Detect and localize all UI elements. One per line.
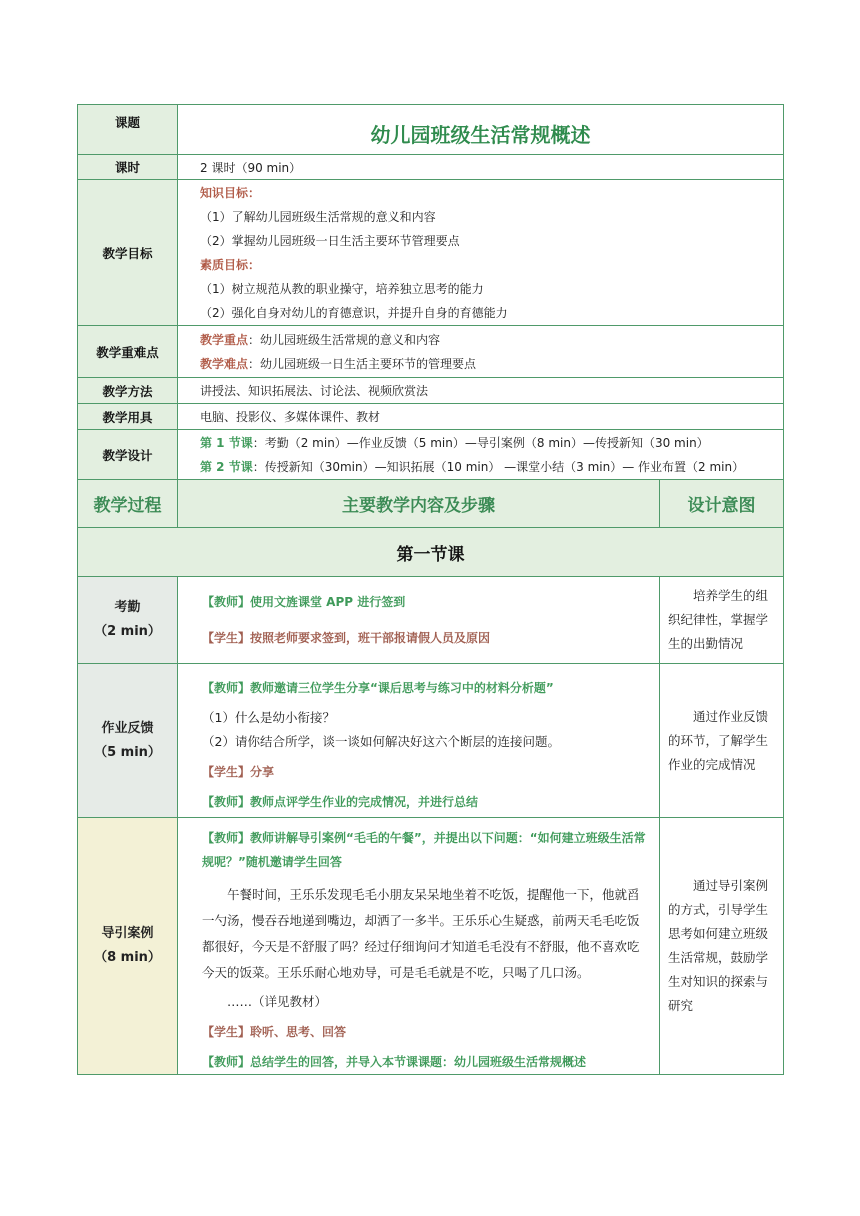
homework-teacher1: 【教师】教师邀请三位学生分享“课后思考与练习中的材料分析题” [202,681,554,695]
case-label [78,818,178,1075]
process-col-header: 教学过程 [78,480,178,528]
case-row [78,818,784,1075]
key-point-label: 教学重点 [200,332,249,347]
attendance-row [78,577,784,664]
knowledge-heading: 知识目标： [200,185,261,200]
knowledge-item: （1）了解幼儿园班级生活常规的意义和内容 [200,209,436,224]
attendance-label [78,577,178,664]
lesson1-label: 第 1 节课 [200,435,253,450]
lesson2-text: ：传授新知（30min）—知识拓展（10 min） —课堂小结（3 min）— 作业布置（2 min） [252,459,745,474]
case-label-line1: 导引案例 [101,926,154,941]
case-see-book: ……（详见教材） [227,994,328,1009]
lesson-plan-table [77,104,784,1075]
case-label-line2: （8 min） [94,950,161,965]
homework-label-line1: 作业反馈 [101,720,154,736]
method-row [78,378,784,404]
topic-row [78,105,784,155]
homework-q2: （2）请你结合所学，谈一谈如何解决好这六个断层的连接问题。 [202,734,560,749]
goals-row [78,180,784,326]
method-label: 教学方法 [78,378,178,404]
tools-value: 电脑、投影仪、多媒体课件、教材 [178,404,784,430]
homework-intent: 通过作业反馈的环节，了解学生作业的完成情况 [660,664,784,818]
case-student: 【学生】聆听、思考、回答 [202,1025,347,1039]
case-content [178,818,660,1075]
key-point-text: ：幼儿园班级生活常规的意义和内容 [248,332,441,347]
design-label: 教学设计 [78,430,178,480]
key-content [178,326,784,378]
section-title: 第一节课 [78,528,784,577]
homework-q1: （1）什么是幼小衔接？ [202,710,335,725]
lesson-plan-page [77,104,783,1075]
homework-content [178,664,660,818]
tools-label: 教学用具 [78,404,178,430]
hours-row [78,155,784,180]
homework-label [78,664,178,818]
intent-col-header: 设计意图 [660,480,784,528]
process-header-row [78,480,784,528]
lesson2-label: 第 2 节课 [200,459,253,474]
knowledge-item: （2）掌握幼儿园班级一日生活主要环节管理要点 [200,233,460,248]
attendance-label-line2: （2 min） [94,624,161,639]
difficulty-text: ：幼儿园班级一日生活主要环节的管理要点 [248,356,477,371]
page-title: 幼儿园班级生活常规概述 [178,105,784,155]
case-teacher1: 【教师】教师讲解导引案例“毛毛的午餐”，并提出以下问题：“如何建立班级生活常规呢？”随机邀请学生回答 [202,831,646,869]
case-teacher2: 【教师】总结学生的回答，并导入本节课课题：幼儿园班级生活常规概述 [202,1055,587,1069]
attendance-teacher: 【教师】使用文旌课堂 APP 进行签到 [202,595,406,609]
homework-row [78,664,784,818]
goals-content [178,180,784,326]
lesson1-text: ：考勤（2 min）—作业反馈（5 min）—导引案例（8 min）—传授新知（30 min） [252,435,709,450]
difficulty-label: 教学难点 [200,356,249,371]
attendance-intent: 培养学生的组织纪律性，掌握学生的出勤情况 [660,577,784,664]
design-content [178,430,784,480]
section-row [78,528,784,577]
topic-label: 课题 [78,105,178,155]
method-value: 讲授法、知识拓展法、讨论法、视频欣赏法 [178,378,784,404]
hours-label: 课时 [78,155,178,180]
design-row [78,430,784,480]
attendance-student: 【学生】按照老师要求签到，班干部报请假人员及原因 [202,631,491,645]
key-label: 教学重难点 [78,326,178,378]
quality-item: （2）强化自身对幼儿的育德意识，并提升自身的育德能力 [200,305,508,320]
case-story: 午餐时间，王乐乐发现毛毛小朋友呆呆地坐着不吃饭，提醒他一下，他就舀一勺汤，慢吞吞地递到嘴边，却洒了一多半。王乐乐心生疑惑，前两天毛毛吃饭都很好，今天是不舒服了吗？经过仔细询问才知道毛毛没有不舒服，他不喜欢吃今天的饭菜。王乐乐耐心地劝导，可是毛毛就是不吃，只喝了几口汤。 [202,887,640,980]
hours-value: 2 课时（90 min） [178,155,784,180]
tools-row [78,404,784,430]
attendance-label-line1: 考勤 [114,600,141,615]
case-intent: 通过导引案例的方式，引导学生思考如何建立班级生活常规，鼓励学生对知识的探索与研究 [660,818,784,1075]
homework-student: 【学生】分享 [202,765,275,779]
quality-heading: 素质目标： [200,257,261,272]
goals-label: 教学目标 [78,180,178,326]
key-row [78,326,784,378]
attendance-content [178,577,660,664]
quality-item: （1）树立规范从教的职业操守，培养独立思考的能力 [200,281,484,296]
content-col-header: 主要教学内容及步骤 [178,480,660,528]
homework-label-line2: （5 min） [94,744,161,760]
homework-teacher2: 【教师】教师点评学生作业的完成情况，并进行总结 [202,795,479,809]
